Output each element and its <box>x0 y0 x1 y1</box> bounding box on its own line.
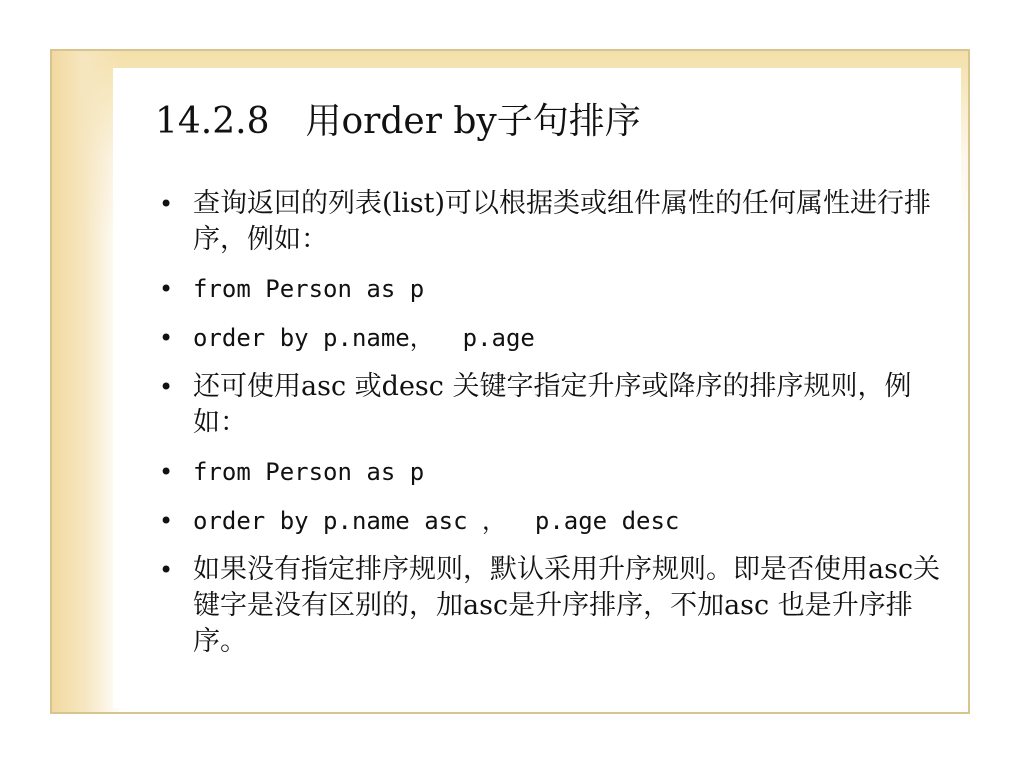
bullet-text: from Person as p <box>193 275 425 303</box>
bullet-text: order by p.name， p.age <box>193 324 535 352</box>
bullet-text: 还可使用asc 或desc 关键字指定升序或降序的排序规则，例如： <box>193 371 912 438</box>
bullet-text: 如果没有指定排序规则，默认采用升序规则。即是否使用asc关键字是没有区别的，加asc是升序排序，不加asc 也是升序排序。 <box>193 554 941 657</box>
bullet-item <box>155 271 945 307</box>
bullet-item <box>155 503 945 539</box>
bullet-dot-icon: • <box>159 190 174 218</box>
bullet-text: 查询返回的列表(list)可以根据类或组件属性的任何属性进行排序，例如： <box>193 188 932 255</box>
bullet-dot-icon: • <box>159 275 174 303</box>
bullet-dot-icon: • <box>159 324 174 352</box>
bullet-item <box>155 454 945 490</box>
bullet-text: from Person as p <box>193 458 425 486</box>
slide-title: 14.2.8 用order by子句排序 <box>155 101 641 142</box>
bullet-item <box>155 320 945 356</box>
bullet-item <box>155 369 945 441</box>
bullet-dot-icon: • <box>159 556 174 584</box>
bullet-item <box>155 552 945 660</box>
bullet-dot-icon: • <box>159 507 174 535</box>
bullet-dot-icon: • <box>159 458 174 486</box>
bullet-item <box>155 186 945 258</box>
bullet-text: order by p.name asc ， p.age desc <box>193 507 680 535</box>
bullet-list <box>155 186 945 673</box>
bullet-dot-icon: • <box>159 373 174 401</box>
